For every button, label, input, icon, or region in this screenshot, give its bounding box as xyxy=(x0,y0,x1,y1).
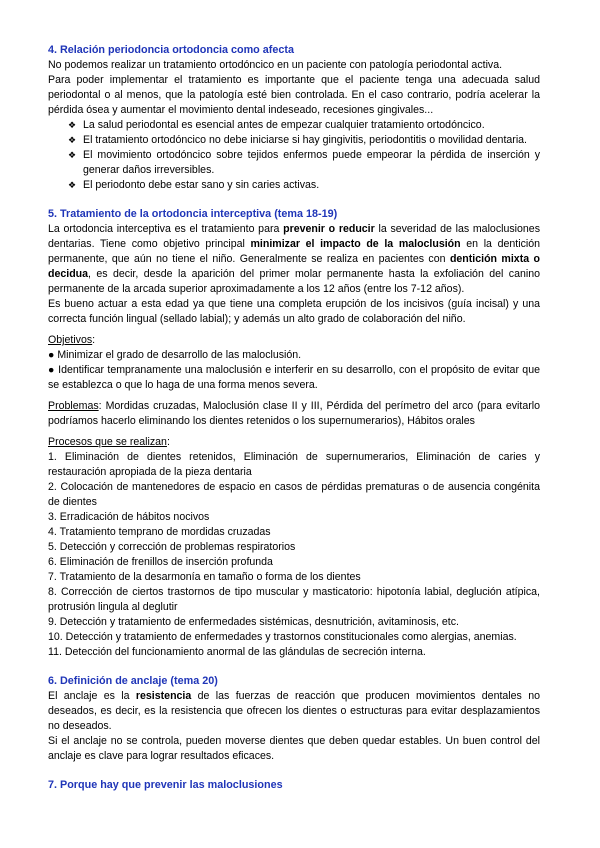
proceso-item: 8. Corrección de ciertos trastornos de tipo muscular y masticatorio: hipotonía labial, deglución atípica, protrusión lingula al deglutir xyxy=(48,586,540,613)
list-item: ❖ El periodonto debe estar sano y sin caries activas. xyxy=(68,179,320,191)
diamond-bullet-icon: ❖ xyxy=(68,135,77,145)
diamond-bullet-icon: ❖ xyxy=(68,150,77,160)
objetivos-label: Objetivos: xyxy=(48,334,96,346)
proceso-item: 4. Tratamiento temprano de mordidas cruzadas xyxy=(48,526,271,538)
list-item: ❖ El tratamiento ortodóncico no debe iniciarse si hay gingivitis, periodontitis o movilidad dentaria. xyxy=(68,134,528,146)
section-6-paragraph-2: Si el anclaje no se controla, pueden moverse dientes que deben quedar estables. Un buen control del anclaje es clave para lograr resultados eficaces. xyxy=(48,735,540,762)
proceso-item: 6. Eliminación de frenillos de inserción profunda xyxy=(48,556,273,568)
procesos-label: Procesos que se realizan: xyxy=(48,436,170,448)
problemas-paragraph: Problemas: Mordidas cruzadas, Maloclusión clase II y III, Pérdida del perímetro del arco (para evitarlo podríamos hacerlo eliminando los dientes retenidos o los supernumerarios), Hábitos orales xyxy=(48,400,540,427)
section-5-paragraph-2: Es bueno actuar a esta edad ya que tiene una completa erupción de los incisivos (guía incisal) y una correcta función lingual (sellado labial); y además un alto grado de colaboración del niño. xyxy=(48,298,540,325)
proceso-item: 2. Colocación de mantenedores de espacio en casos de pérdidas prematuras o de ausencia congénita de dientes xyxy=(48,481,540,508)
list-item: ❖ La salud periodontal es esencial antes de empezar cualquier tratamiento ortodóncico. xyxy=(68,119,485,131)
document-page xyxy=(48,43,540,793)
proceso-item: 5. Detección y corrección de problemas respiratorios xyxy=(48,541,296,553)
objetivo-item: ● Identificar tempranamente una maloclusión e interferir en su desarrollo, con el propósito de evitar que se establezca o que lo haga de una forma menos severa. xyxy=(48,364,540,391)
proceso-item: 7. Tratamiento de la desarmonía en tamaño o forma de los dientes xyxy=(48,571,361,583)
proceso-item: 9. Detección y tratamiento de enfermedades sistémicas, desnutrición, avitaminosis, etc. xyxy=(48,616,459,628)
section-5-heading: 5. Tratamiento de la ortodoncia interceptiva (tema 18-19) xyxy=(48,208,338,220)
proceso-item: 1. Eliminación de dientes retenidos, Eliminación de supernumerarios, Eliminación de caries y restauración apropiada de la pieza dentaria xyxy=(48,451,540,478)
section-4-bullet-list xyxy=(48,118,540,193)
diamond-bullet-icon: ❖ xyxy=(68,180,77,190)
list-item: ❖ El movimiento ortodóncico sobre tejidos enfermos puede empeorar la pérdida de inserción y generar daños irreversibles. xyxy=(68,149,540,176)
diamond-bullet-icon: ❖ xyxy=(68,120,77,130)
proceso-item: 10. Detección y tratamiento de enfermedades y trastornos constitucionales como alergias, anemias. xyxy=(48,631,517,643)
section-6-paragraph-1: El anclaje es la resistencia de las fuerzas de reacción que producen movimientos dentales no deseados, es decir, es la resistencia que ofrecen los dientes o estructuras para evitar desplazamientos no deseados. xyxy=(48,690,540,732)
section-7-heading: 7. Porque hay que prevenir las maloclusiones xyxy=(48,779,283,791)
section-4-paragraph-1: No podemos realizar un tratamiento ortodóncico en un paciente con patología periodontal activa. xyxy=(48,59,503,71)
proceso-item: 11. Detección del funcionamiento anormal de las glándulas de secreción interna. xyxy=(48,646,426,658)
objetivo-item: ● Minimizar el grado de desarrollo de las maloclusión. xyxy=(48,349,302,361)
section-5-paragraph-1: La ortodoncia interceptiva es el tratamiento para prevenir o reducir la severidad de las maloclusiones dentarias. Tiene como objetivo principal minimizar el impacto de la maloclusión en la dentición permanente, que aún no tiene el niño. Generalmente se realiza en pacientes con dentición mixta o decidua, es decir, desde la aparición del primer molar permanente hasta la exfoliación del canino permanente de la arcada superior aproximadamente a los 12 años (entre los 7-12 años). xyxy=(48,223,540,295)
section-4-paragraph-2: Para poder implementar el tratamiento es importante que el paciente tenga una adecuada salud periodontal o al menos, que la patología esté bien controlada. En el caso contrario, podría acelerar la pérdida ósea y aumentar el movimiento dental indeseado, recesiones gingivales... xyxy=(48,74,540,116)
section-6-heading: 6. Definición de anclaje (tema 20) xyxy=(48,675,218,687)
section-4-heading: 4. Relación periodoncia ortodoncia como afecta xyxy=(48,44,294,56)
proceso-item: 3. Erradicación de hábitos nocivos xyxy=(48,511,210,523)
